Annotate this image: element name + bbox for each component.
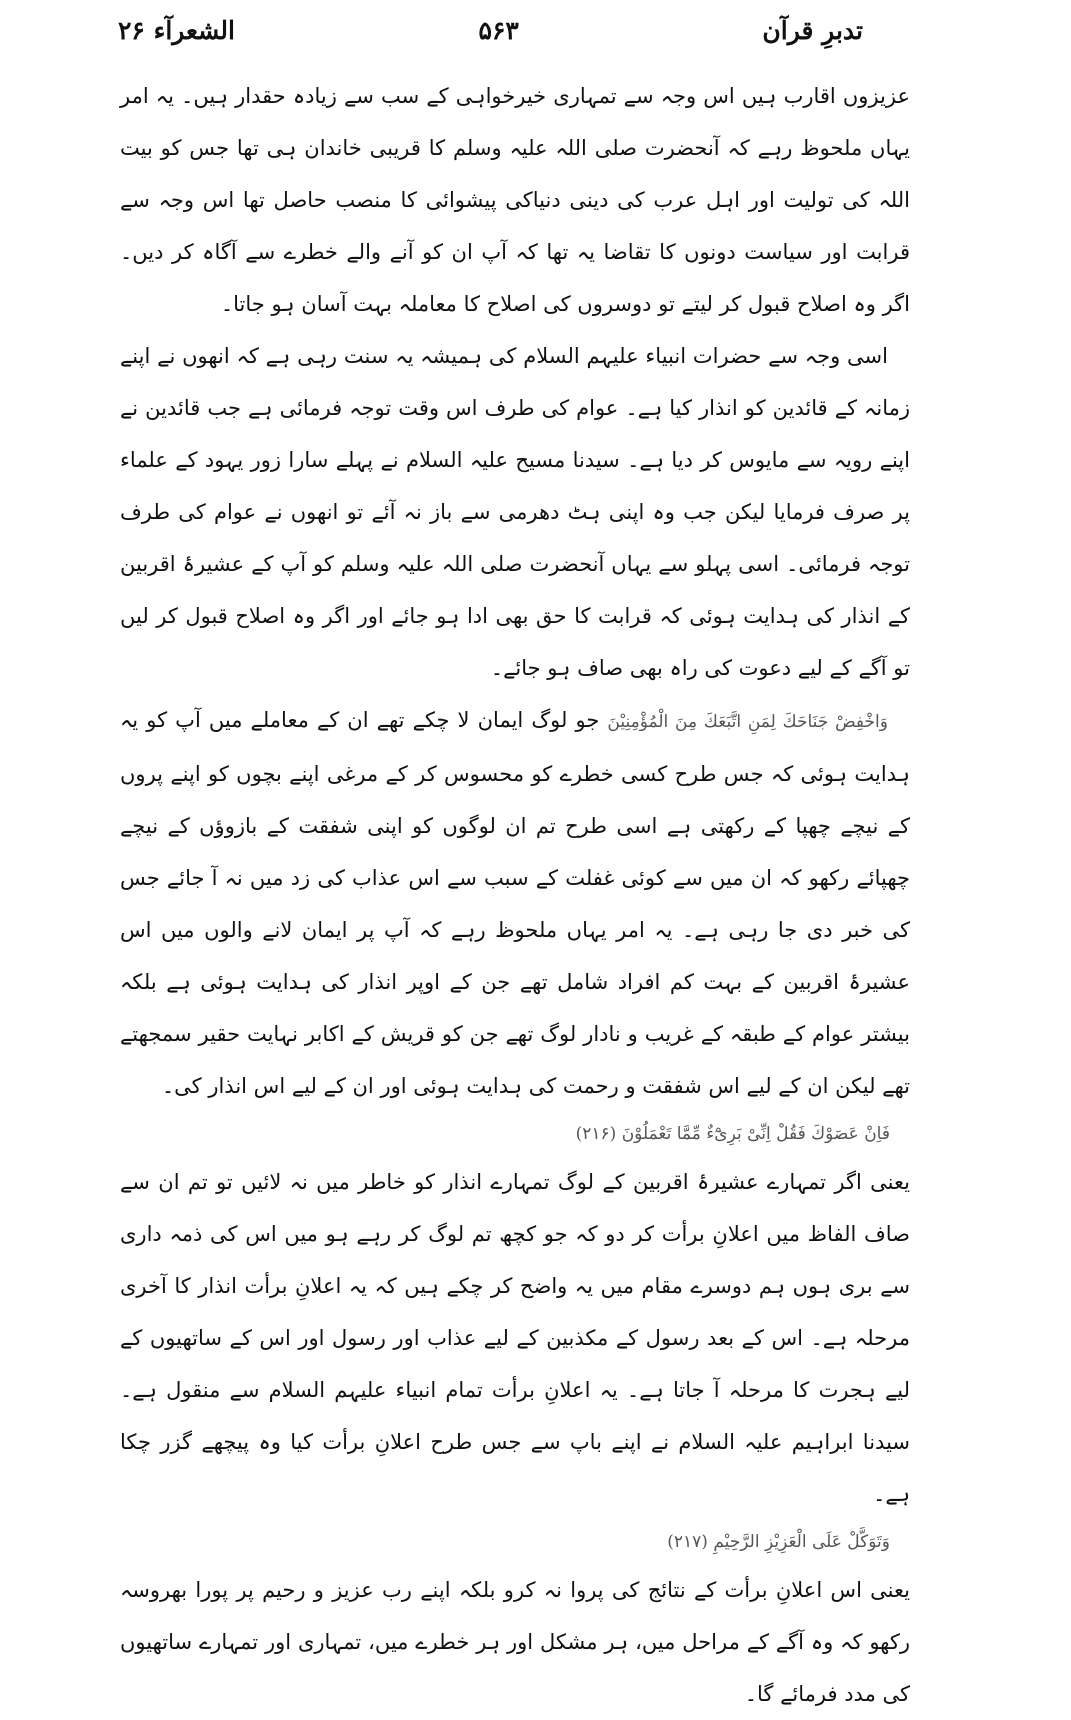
paragraph-3-wrapper xyxy=(120,694,910,1112)
paragraph-1: عزیزوں اقارب ہیں اس وجہ سے تمہاری خیرخواہی کے سب سے زیادہ حقدار ہیں۔ یہ امر یہاں ملحوظ رہے کہ آنحضرت صلی اللہ علیہ وسلم کا قریبی خاندان ہی تھا جس کو بیت اللہ کی تولیت اور اہل عرب کی دینی دنیاکی پیشوائی کا منصب حاصل تھا اس وجہ سے قرابت اور سیاست دونوں کا تقاضا یہ تھا کہ آپ ان کو آنے والے خطرے سے آگاہ کر دیں۔ اگر وہ اصلاح قبول کر لیتے تو دوسروں کی اصلاح کا معاملہ بہت آسان ہو جاتا۔ xyxy=(120,84,910,316)
book-title: تدبرِ قرآن xyxy=(762,15,863,45)
verse-216: فَاِنْ عَصَوْكَ فَقُلْ اِنِّیْ بَرِیْٓءٌ مِّمَّا تَعْمَلُوْنَ (۲۱۶) xyxy=(575,1124,890,1144)
paragraph-3: جو لوگ ایمان لا چکے تھے ان کے معاملے میں آپ کو یہ ہدایت ہوئی کہ جس طرح کسی خطرے کو محسوس کر کے مرغی اپنے بچوں کو اپنے پروں کے نیچے چھپا کے رکھتی ہے اسی طرح تم ان لوگوں کو اپنی شفقت کے بازوؤں کے نیچے چھپائے رکھو کہ ان میں سے کوئی غفلت کے سبب سے اس عذاب کی زد میں نہ آ جائے جس کی خبر دی جا رہی ہے۔ یہ امر یہاں ملحوظ رہے کہ آپ پر ایمان لانے والوں میں اس عشیرۂ اقربین کے بہت کم افراد شامل تھے جن کے اوپر انذار کی ہدایت ہوئی ہے بلکہ بیشتر عوام کے طبقہ کے غریب و نادار لوگ تھے جن کو قریش کے اکابر نہایت حقیر سمجھتے تھے لیکن ان کے لیے اس شفقت و رحمت کی ہدایت ہوئی اور ان کے لیے اس انذار کی۔ xyxy=(120,708,910,1098)
verse-214: وَاخْفِضْ جَنَاحَكَ لِمَنِ اتَّبَعَكَ مِنَ الْمُؤْمِنِيْنَ xyxy=(607,712,888,732)
paragraph-4: یعنی اگر تمہارے عشیرۂ اقربین کے لوگ تمہارے انذار کو خاطر میں نہ لائیں تو تم ان سے صاف الفاظ میں اعلانِ برأت کر دو کہ جو کچھ تم لوگ کر رہے ہو میں اس کی ذمہ داری سے بری ہوں ہم دوسرے مقام میں یہ واضح کر چکے ہیں کہ یہ اعلانِ برأت انذار کا آخری مرحلہ ہے۔ اس کے بعد رسول کے مکذبین کے لیے عذاب اور رسول اور اس کے ساتھیوں کے لیے ہجرت کا مرحلہ آ جاتا ہے۔ یہ اعلانِ برأت تمام انبیاء علیہم السلام سے منقول ہے۔ سیدنا ابراہیم علیہ السلام نے اپنے باپ سے جس طرح اعلانِ برأت کیا وہ پیچھے گزر چکا ہے۔ xyxy=(120,1170,910,1506)
page-header xyxy=(118,8,863,52)
page-body xyxy=(120,70,910,1720)
paragraph-2: اسی وجہ سے حضرات انبیاء علیہم السلام کی ہمیشہ یہ سنت رہی ہے کہ انھوں نے اپنے زمانہ کے قائدین کو انذار کیا ہے۔ عوام کی طرف اس وقت توجہ فرمائی ہے جب قائدین نے اپنے رویہ سے مایوس کر دیا ہے۔ سیدنا مسیح علیہ السلام نے پہلے سارا زور یہود کے علماء پر صرف فرمایا لیکن جب وہ اپنی ہٹ دھرمی سے باز نہ آئے تو انھوں نے عوام کی طرف توجہ فرمائی۔ اسی پہلو سے یہاں آنحضرت صلی اللہ علیہ وسلم کو آپ کے عشیرۂ اقربین کے انذار کی ہدایت ہوئی کہ قرابت کا حق بھی ادا ہو جائے اور اگر وہ اصلاح قبول کر لیں تو آگے کے لیے دعوت کی راہ بھی صاف ہو جائے۔ xyxy=(120,344,910,680)
page-number: ۵۶۳ xyxy=(478,15,519,45)
surah-label: الشعرآء ۲۶ xyxy=(118,15,235,45)
paragraph-5: یعنی اس اعلانِ برأت کے نتائج کی پروا نہ کرو بلکہ اپنے رب عزیز و رحیم پر پورا بھروسہ رکھو کہ وہ آگے کے مراحل میں، ہر مشکل اور ہر خطرے میں، تمہاری اور تمہارے ساتھیوں کی مدد فرمائے گا۔ xyxy=(120,1578,910,1706)
verse-217: وَتَوَكَّلْ عَلَى الْعَزِيْزِ الرَّحِيْمِ (۲۱۷) xyxy=(667,1532,890,1552)
